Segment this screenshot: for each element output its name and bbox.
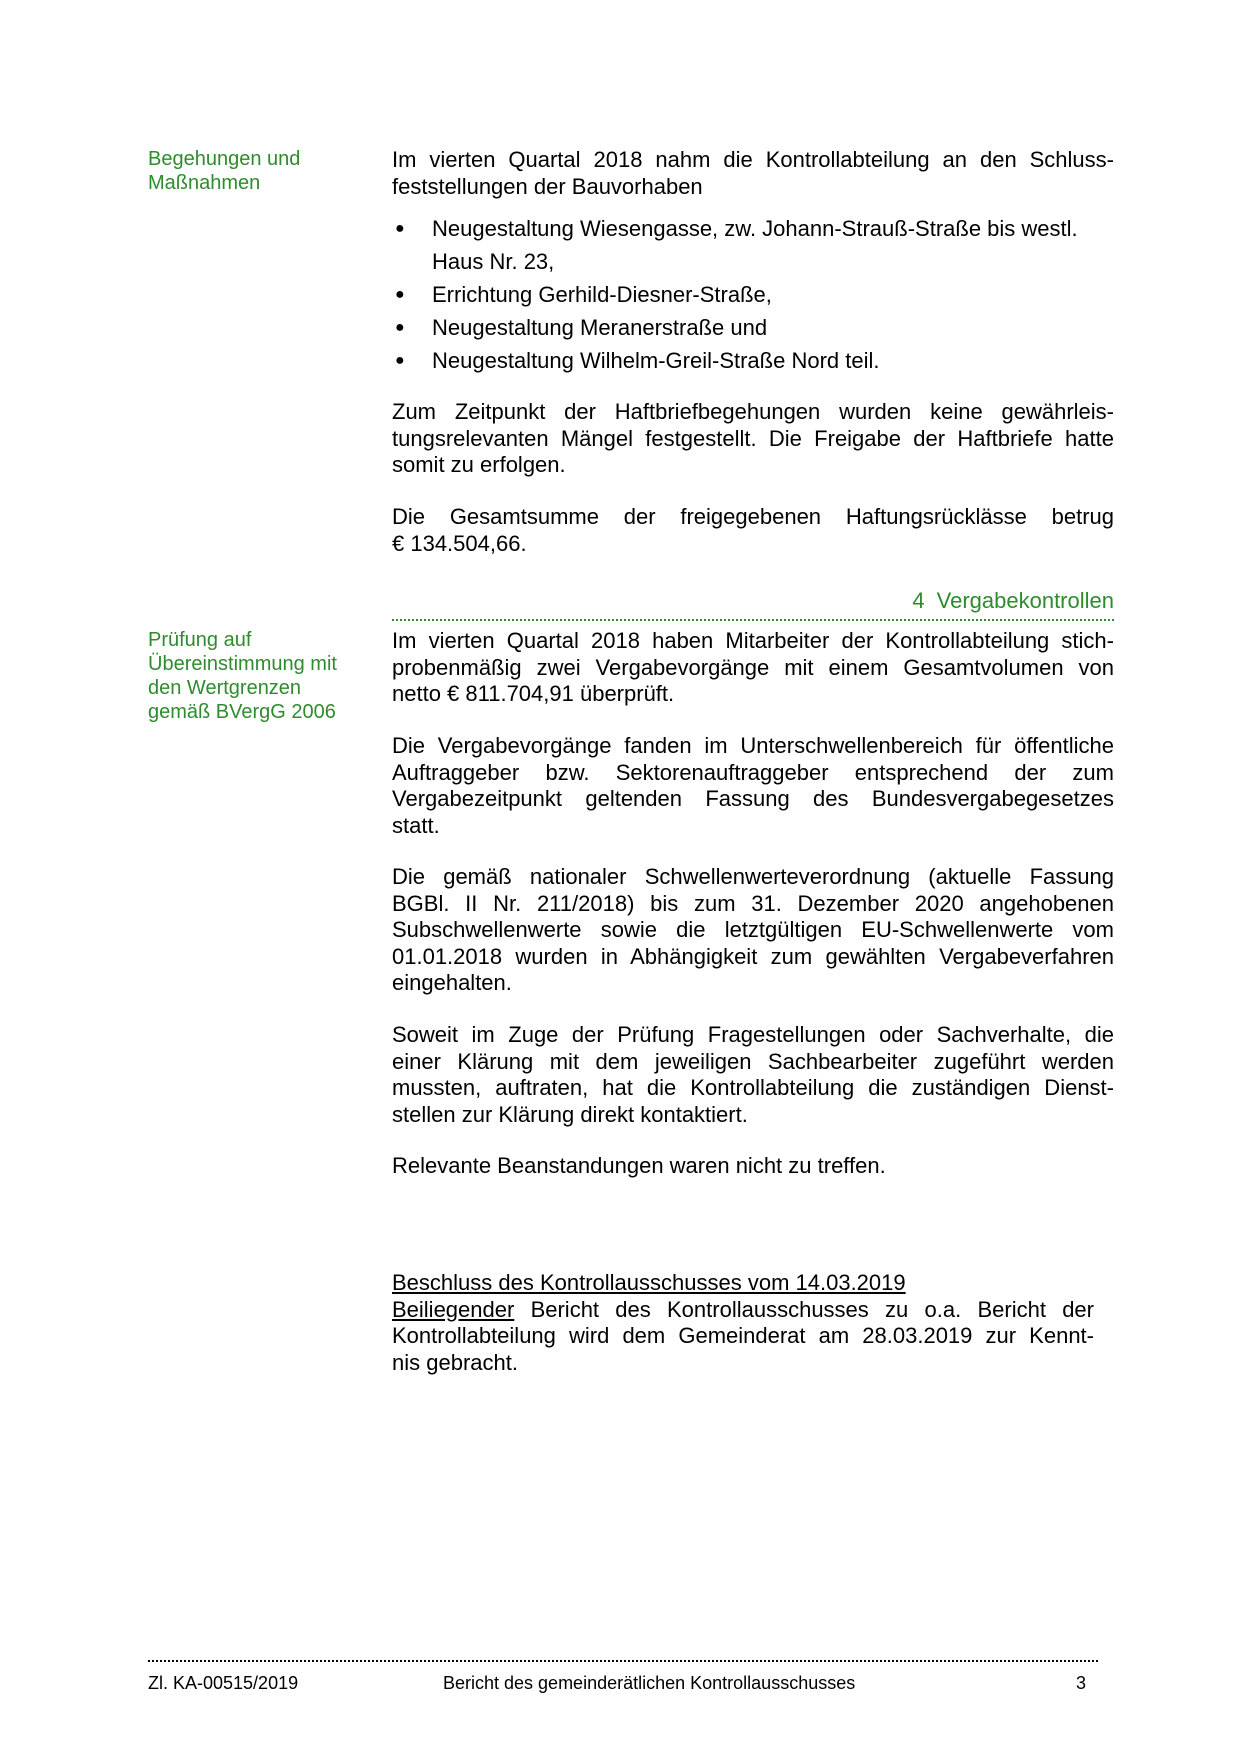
resolution-lead-word: Beiliegender (392, 1296, 515, 1322)
list-item (392, 344, 1114, 377)
paragraph-line: Die Gesamtsumme der freigegebenen Haftungsrücklässe betrug (392, 504, 1114, 529)
paragraph-line: statt. (392, 812, 440, 838)
footer-divider (148, 1660, 1098, 1662)
total-paragraph (392, 504, 1114, 557)
paragraph-line: Im vierten Quartal 2018 haben Mitarbeiter der Kontrollabteilung stich- (392, 628, 1114, 653)
page-number: 3 (1076, 1673, 1087, 1693)
margin-note-line: Übereinstimmung mit (148, 653, 337, 675)
paragraph-line: feststellungen der Bauvorhaben (392, 173, 703, 199)
procurement-paragraph-3 (392, 864, 1114, 997)
resolution-line-rest: Bericht des Kontrollausschusses zu o.a. Bericht der (514, 1296, 1094, 1322)
paragraph-line: nis gebracht. (392, 1349, 518, 1375)
footer-title: Bericht des gemeinderätlichen Kontrollausschusses (443, 1673, 856, 1693)
section-title: Vergabekontrollen (936, 588, 1114, 613)
margin-note-line: Maßnahmen (148, 172, 261, 194)
section-number: 4 (912, 588, 925, 613)
bullet-icon: ● (395, 220, 405, 237)
warranty-paragraph (392, 399, 1114, 479)
paragraph-line: somit zu erfolgen. (392, 452, 566, 477)
list-item-text: Neugestaltung Wilhelm-Greil-Straße Nord teil. (432, 348, 880, 373)
list-item-text: Errichtung Gerhild-Diesner-Straße, (432, 282, 772, 307)
procurement-paragraph-1 (392, 628, 1114, 708)
margin-note-review (148, 628, 358, 724)
paragraph-line (392, 1297, 1094, 1324)
paragraph-line: netto € 811.704,91 überprüft. (392, 681, 675, 706)
procurement-paragraph-4 (392, 1022, 1114, 1128)
paragraph-line: Kontrollabteilung wird dem Gemeinderat am 28.03.2019 zur Kennt- (392, 1323, 1094, 1348)
section-heading (392, 586, 1114, 621)
intro-paragraph (392, 147, 1114, 200)
procurement-paragraph-5 (392, 1153, 1114, 1180)
footer-reference: Zl. KA-00515/2019 (148, 1673, 299, 1693)
margin-note-line: den Wertgrenzen (148, 677, 302, 699)
paragraph-line: Zum Zeitpunkt der Haftbriefbegehungen wurden keine gewährleis- (392, 399, 1114, 424)
paragraph-line: Vergabezeitpunkt geltenden Fassung des Bundesvergabegesetzes (392, 786, 1114, 811)
paragraph-line: eingehalten. (392, 970, 512, 995)
paragraph-line: einer Klärung mit dem jeweiligen Sachbearbeiter zugeführt werden (392, 1048, 1114, 1074)
bullet-icon: ● (395, 352, 405, 369)
committee-resolution (392, 1270, 1094, 1376)
margin-note-line: Begehungen und (148, 148, 301, 170)
paragraph-line: Im vierten Quartal 2018 nahm die Kontrollabteilung an den Schluss- (392, 147, 1114, 172)
procurement-paragraph-2 (392, 733, 1114, 839)
paragraph-line: mussten, auftraten, hat die Kontrollabteilung die zuständigen Dienst- (392, 1075, 1114, 1100)
paragraph-line: Die gemäß nationaler Schwellenwerteverordnung (aktuelle Fassung (392, 864, 1114, 889)
list-item-text: Haus Nr. 23, (432, 249, 555, 274)
list-item-text: Neugestaltung Meranerstraße und (432, 315, 768, 340)
resolution-heading: Beschluss des Kontrollausschusses vom 14.03.2019 (392, 1270, 906, 1295)
margin-note-inspections (148, 147, 358, 195)
project-list (392, 212, 1114, 377)
margin-note-line: gemäß BVergG 2006 (148, 701, 336, 723)
paragraph-line: Die Vergabevorgänge fanden im Unterschwellenbereich für öffentliche (392, 733, 1114, 758)
bullet-icon: ● (395, 286, 405, 303)
paragraph-line: Soweit im Zuge der Prüfung Fragestellungen oder Sachverhalte, die (392, 1022, 1114, 1047)
paragraph-line: tungsrelevanten Mängel festgestellt. Die Freigabe der Haftbriefe hatte (392, 425, 1114, 451)
list-item (392, 311, 1114, 344)
paragraph-line: probenmäßig zwei Vergabevorgänge mit einem Gesamtvolumen von (392, 654, 1114, 680)
paragraph-line: Relevante Beanstandungen waren nicht zu treffen. (392, 1153, 886, 1178)
list-item-text: Neugestaltung Wiesengasse, zw. Johann-Strauß-Straße bis westl. (432, 216, 1078, 241)
list-item (392, 212, 1114, 278)
paragraph-line: BGBl. II Nr. 211/2018) bis zum 31. Dezember 2020 angehobenen (392, 890, 1114, 916)
margin-note-line: Prüfung auf (148, 629, 252, 651)
paragraph-line: 01.01.2018 wurden in Abhängigkeit zum gewählten Vergabeverfahren (392, 943, 1114, 969)
paragraph-line: Subschwellenwerte sowie die letztgültigen EU-Schwellenwerte vom (392, 917, 1114, 942)
paragraph-line: stellen zur Klärung direkt kontaktiert. (392, 1101, 748, 1127)
paragraph-line: Auftraggeber bzw. Sektorenauftraggeber entsprechend der zum (392, 759, 1114, 785)
bullet-icon: ● (395, 319, 405, 336)
list-item (392, 278, 1114, 311)
paragraph-line: € 134.504,66. (392, 530, 527, 556)
